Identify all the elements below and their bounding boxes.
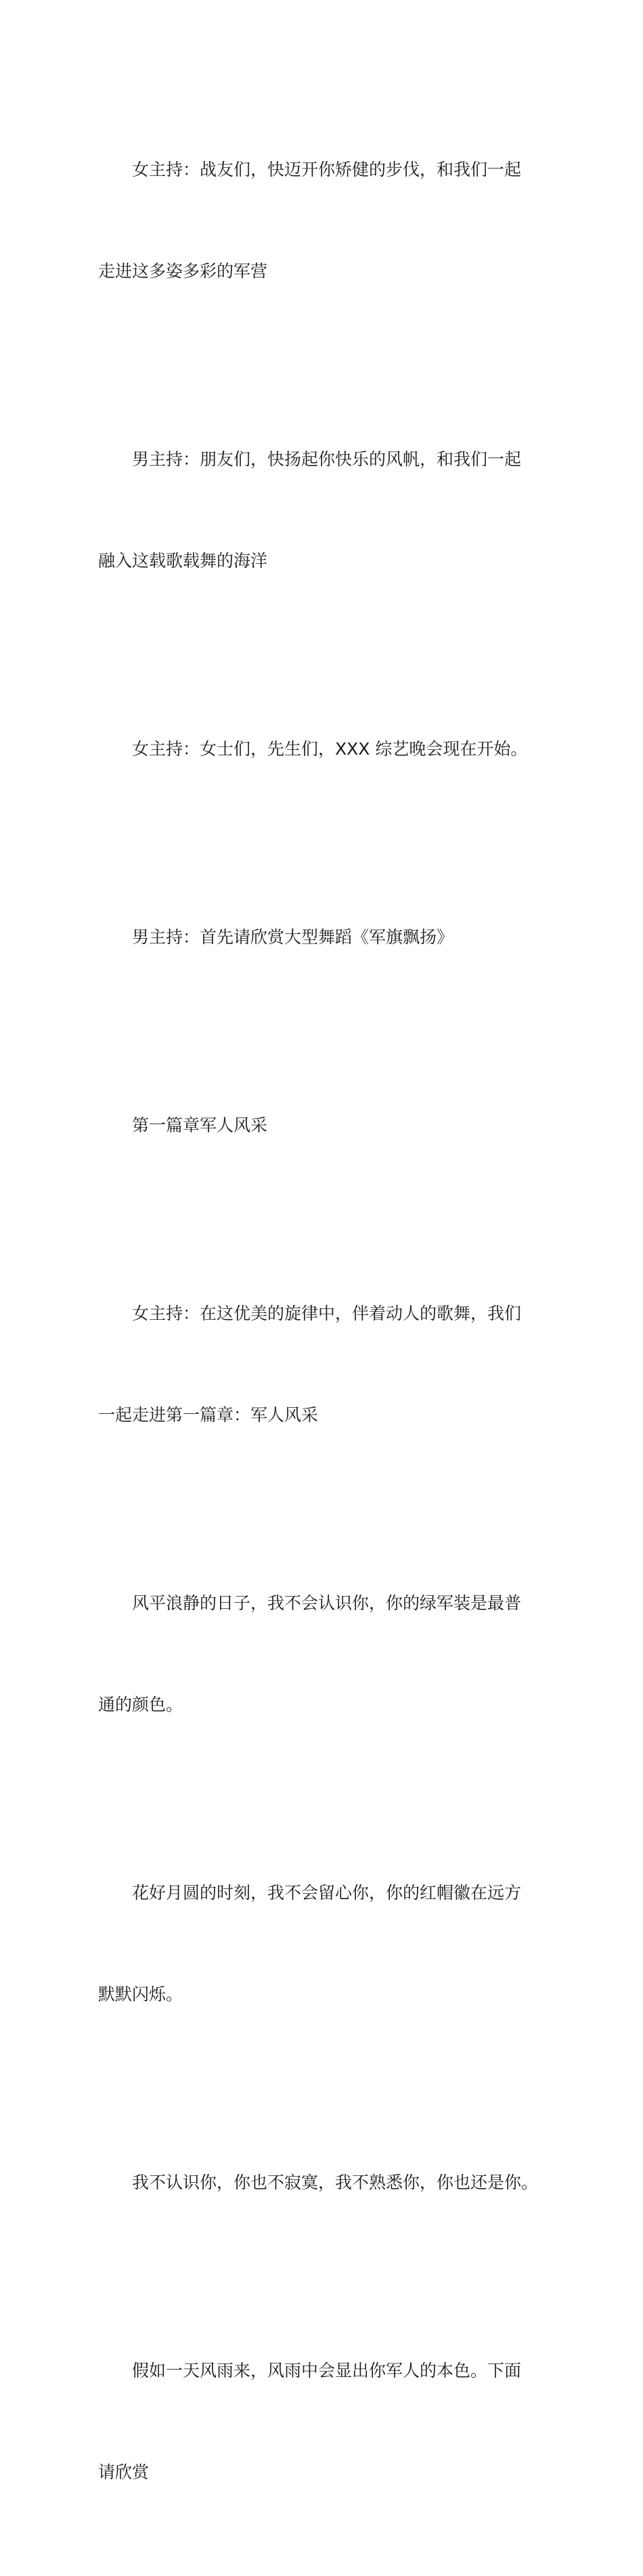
paragraph-line: 走进这多姿多彩的军营 (98, 261, 268, 281)
paragraph-line: 女主持：女士们，先生们，XXX 综艺晚会现在开始。 (132, 739, 528, 759)
paragraph-line: 女主持：在这优美的旋律中，伴着动人的歌舞，我们 (132, 1304, 522, 1323)
paragraph-line: 一起走进第一篇章：军人风采 (98, 1405, 319, 1425)
paragraph-line: 假如一天风雨来，风雨中会显出你军人的本色。下面 (132, 2361, 522, 2380)
paragraph-3 (98, 665, 538, 834)
paragraph-line: 男主持：朋友们，快扬起你快乐的风帆，和我们一起 (132, 449, 522, 469)
paragraph-line: 第一篇章军人风采 (132, 1115, 268, 1135)
paragraph-line: 风平浪静的日子，我不会认识你，你的绿军装是最普 (132, 1593, 522, 1613)
paragraph-6 (98, 1229, 538, 1500)
paragraph-2 (98, 375, 538, 646)
paragraph-10 (98, 2286, 538, 2557)
paragraph-8 (98, 1808, 538, 2079)
paragraph-line: 通的颜色。 (98, 1695, 183, 1714)
paragraph-line: 请欣赏 (98, 2462, 150, 2482)
paragraph-line: 女主持：战友们，快迈开你矫健的步伐，和我们一起 (132, 160, 522, 179)
paragraph-line: 花好月圆的时刻，我不会留心你，你的红帽徽在远方 (132, 1883, 522, 1903)
paragraph-line: 默默闪烁。 (98, 1984, 183, 2004)
paragraph-4 (98, 853, 538, 1022)
paragraph-7 (98, 1519, 538, 1790)
section-heading (98, 1041, 538, 1210)
paragraph-line: 融入这载歌载舞的海洋 (98, 551, 268, 571)
paragraph-line: 我不认识你，你也不寂寞，我不熟悉你，你也还是你。 (132, 2173, 539, 2192)
paragraph-line: 男主持：首先请欣赏大型舞蹈《军旗飘扬》 (132, 927, 454, 947)
document-body (98, 85, 538, 2576)
paragraph-1 (98, 85, 538, 356)
paragraph-9 (98, 2098, 538, 2267)
